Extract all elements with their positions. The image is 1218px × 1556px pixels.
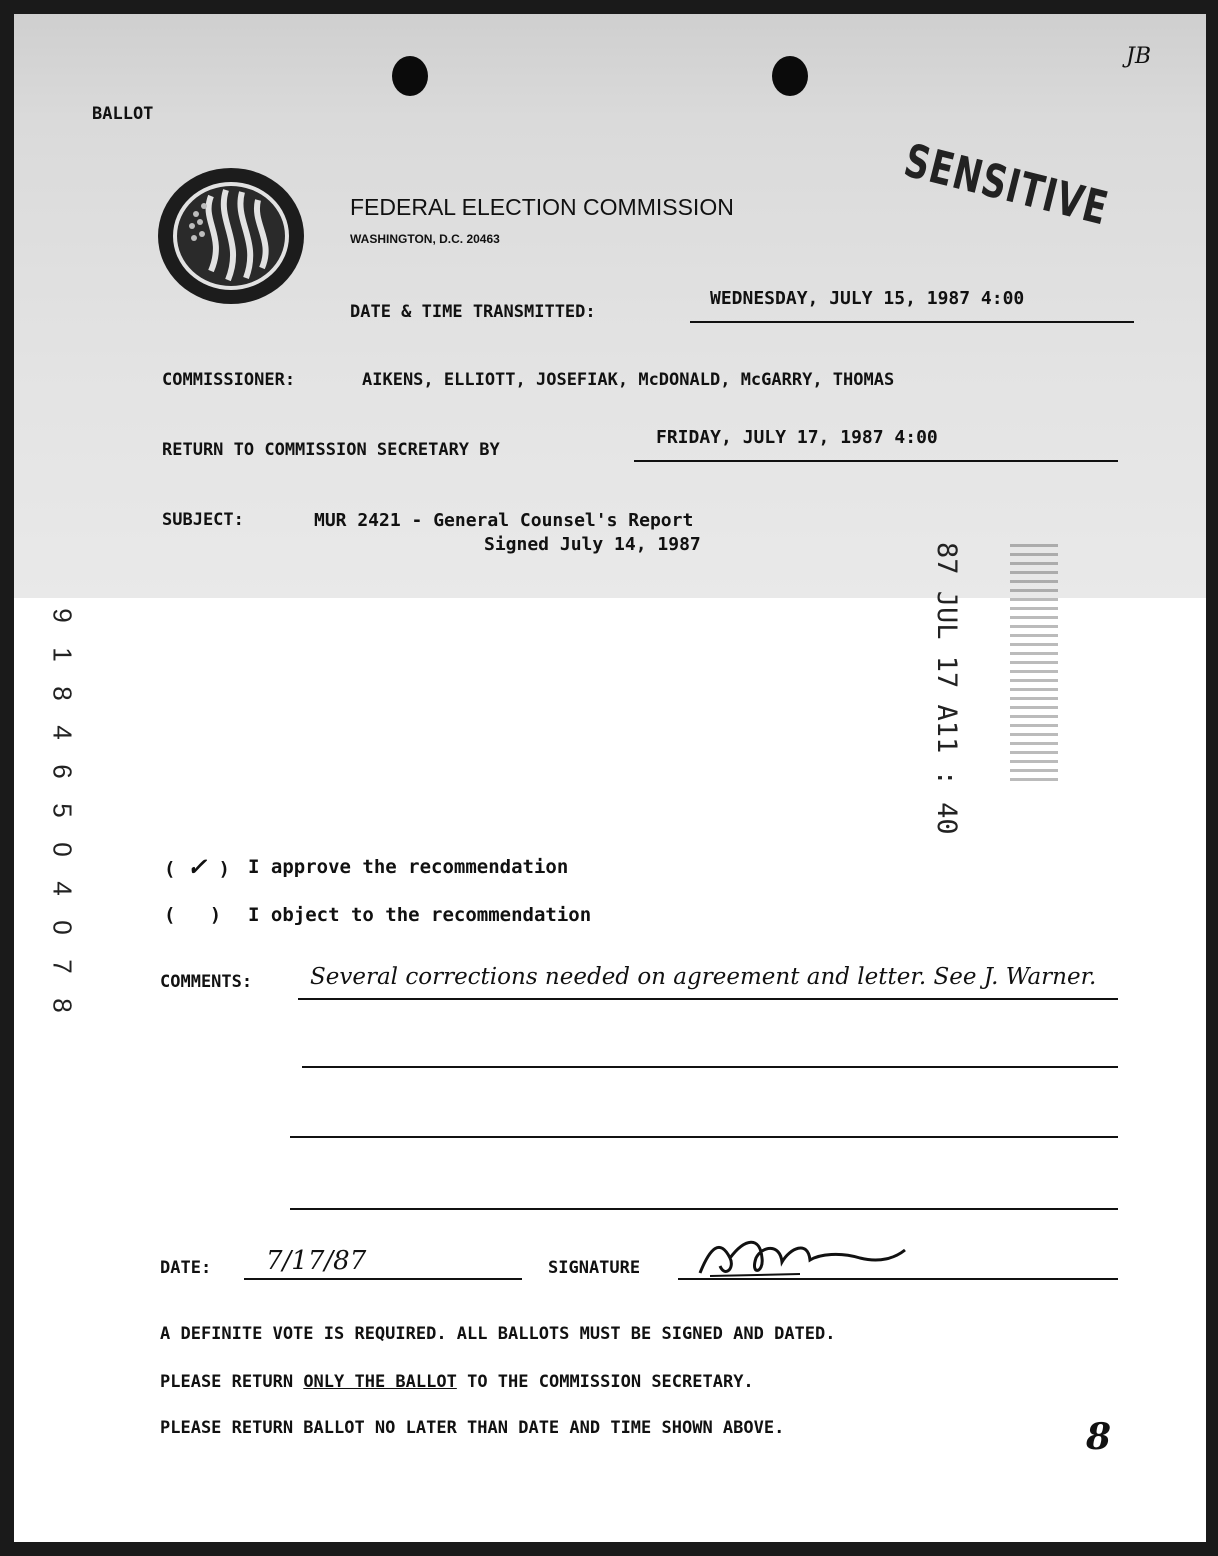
only-the-ballot-emphasis: ONLY THE BALLOT xyxy=(303,1372,457,1392)
footer-line-1: A DEFINITE VOTE IS REQUIRED. ALL BALLOTS MUST BE SIGNED AND DATED. xyxy=(160,1324,836,1344)
comments-text[interactable]: Several corrections needed on agreement and letter. See J. Warner. xyxy=(310,964,1097,990)
punch-hole-right xyxy=(772,56,808,96)
signature-rule xyxy=(678,1278,1118,1280)
comments-rule-3 xyxy=(290,1136,1118,1138)
received-date-stamp: 87 JUL 17 A11 : 40 xyxy=(931,542,962,835)
return-rule xyxy=(634,460,1118,462)
archive-number: 9 1 8 4 6 5 0 4 0 7 8 xyxy=(47,608,78,1013)
ballot-page xyxy=(14,14,1206,1542)
punch-hole-left xyxy=(392,56,428,96)
fec-seal-icon xyxy=(156,166,306,306)
checkmark-icon: ✓ xyxy=(186,852,207,881)
subject-line-1: MUR 2421 - General Counsel's Report xyxy=(314,510,694,531)
agency-address: WASHINGTON, D.C. 20463 xyxy=(350,232,500,246)
sensitive-stamp: SENSITIVE xyxy=(898,134,1114,237)
transmitted-value: WEDNESDAY, JULY 15, 1987 4:00 xyxy=(710,288,1025,309)
transmitted-rule xyxy=(690,321,1134,323)
commissioner-value: AIKENS, ELLIOTT, JOSEFIAK, McDONALD, McGARRY, THOMAS xyxy=(362,370,895,390)
agency-name: FEDERAL ELECTION COMMISSION xyxy=(350,194,734,220)
comments-rule-4 xyxy=(290,1208,1118,1210)
object-label: I object to the recommendation xyxy=(248,904,592,926)
footer-line-2: PLEASE RETURN ONLY THE BALLOT TO THE COMMISSION SECRETARY. xyxy=(160,1372,754,1392)
commissioner-label: COMMISSIONER: xyxy=(162,370,296,390)
approve-label: I approve the recommendation xyxy=(248,856,569,878)
comments-rule-1 xyxy=(298,998,1118,1000)
subject-line-2: Signed July 14, 1987 xyxy=(484,534,701,555)
object-checkbox[interactable]: ( ) xyxy=(164,904,222,926)
smudged-stamp xyxy=(1010,544,1058,784)
footer-line-3: PLEASE RETURN BALLOT NO LATER THAN DATE AND TIME SHOWN ABOVE. xyxy=(160,1418,785,1438)
transmitted-label: DATE & TIME TRANSMITTED: xyxy=(350,302,596,322)
approve-checkbox[interactable]: ( ✓ ) xyxy=(164,852,230,881)
comments-label: COMMENTS: xyxy=(160,972,253,992)
signature-label: SIGNATURE xyxy=(548,1258,641,1278)
page-mark: 8 xyxy=(1086,1416,1112,1458)
ballot-label: BALLOT xyxy=(92,104,154,124)
subject-label: SUBJECT: xyxy=(162,510,244,530)
comments-rule-2 xyxy=(302,1066,1118,1068)
date-rule xyxy=(244,1278,522,1280)
return-label: RETURN TO COMMISSION SECRETARY BY xyxy=(162,440,500,460)
corner-initials: JB xyxy=(1126,44,1151,69)
return-value: FRIDAY, JULY 17, 1987 4:00 xyxy=(656,427,938,448)
date-label: DATE: xyxy=(160,1258,212,1278)
date-value[interactable]: 7/17/87 xyxy=(266,1246,367,1276)
